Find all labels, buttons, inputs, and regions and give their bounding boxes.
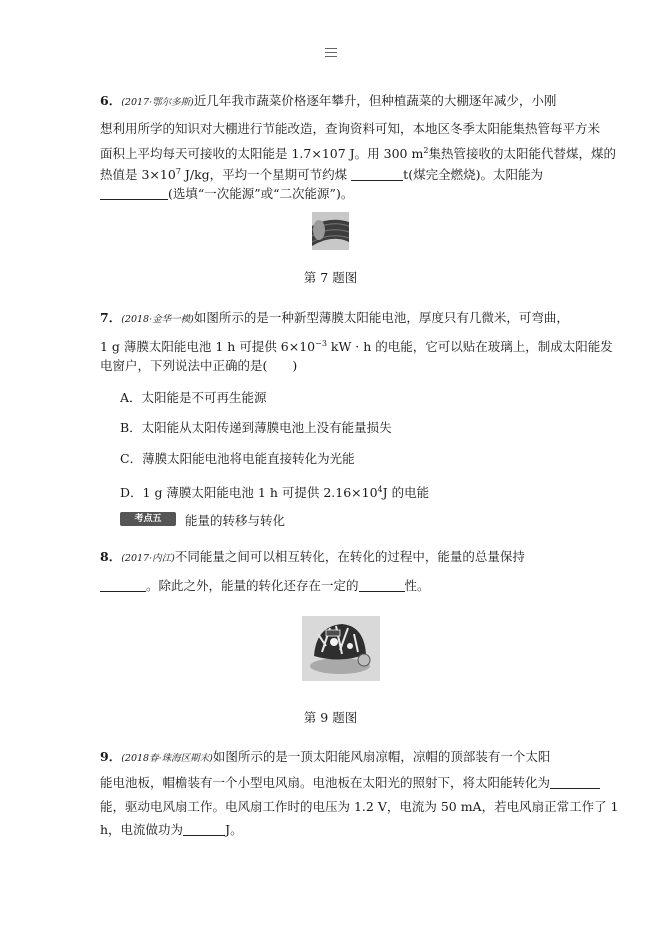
q9-line-2 — [100, 775, 600, 791]
top-decoration — [325, 48, 337, 60]
q7-text-1: 如图所示的是一种新型薄膜太阳能电池，厚度只有几微米，可弯曲， — [193, 310, 569, 325]
q6-text-4b: J/kg，平均一个星期可节约煤 — [180, 167, 348, 183]
q6-text-3a: 面积上平均每天可接收的太阳能是 1.7×107 J。用 300 m — [100, 146, 424, 162]
q6-line-3 — [100, 143, 616, 162]
figure-9-solar-fan-hat-photo — [302, 616, 380, 681]
q6-source: (2017·鄂尔多斯) — [121, 97, 194, 108]
q7-option-d[interactable] — [120, 482, 429, 501]
figure-9-caption: 第 9 题图 — [303, 710, 358, 725]
q6-sup-3: 2 — [423, 146, 429, 155]
kaodian-title: 能量的转移与转化 — [185, 513, 286, 528]
q6-text-1: 近几年我市蔬菜价格逐年攀升，但种植蔬菜的大棚逐年减少，小刚 — [193, 93, 557, 108]
q6-line-4 — [100, 164, 543, 183]
q8-text-2a: 。除此之外，能量的转化还存在一定的 — [146, 578, 359, 593]
q8-text-1: 不同能量之间可以相互转化，在转化的过程中，能量的总量保持 — [174, 549, 525, 564]
q7-option-a[interactable]: A．太阳能是不可再生能源 — [120, 390, 267, 405]
q7-line-1 — [100, 310, 569, 328]
q7-option-c[interactable]: C．薄膜太阳能电池将电能直接转化为光能 — [120, 451, 355, 466]
q9-answer-blank-2[interactable] — [183, 823, 225, 836]
q7-text-2b: kW · h 的电能，它可以贴在玻璃上，制成太阳能发 — [326, 339, 613, 355]
q9-text-4a: h，电流做功为 — [100, 822, 184, 837]
q8-answer-blank-1[interactable] — [100, 579, 146, 592]
q6-line-1 — [100, 93, 556, 111]
q7-source: (2018·金华一模) — [121, 314, 194, 325]
q7-option-d-text-a: D．1 g 薄膜太阳能电池 1 h 可提供 2.16×10 — [120, 485, 378, 501]
q6-sup-4: 7 — [175, 167, 181, 176]
q7-line-2 — [100, 336, 613, 355]
q9-line-3: 能，驱动电风扇工作。电风扇工作时的电压为 1.2 V，电流为 50 mA，若电风扇正常工作了 1 — [100, 799, 619, 814]
q9-source: (2018春·珠海区期末) — [121, 753, 213, 764]
q8-line-1 — [100, 549, 525, 567]
q6-text-4a: 热值是 3×10 — [100, 167, 176, 183]
q7-line-3: 电窗户，下列说法中正确的是( ) — [100, 358, 298, 373]
q7-number: 7． — [100, 310, 122, 325]
kaodian-badge: 考点五 — [120, 512, 176, 526]
q9-text-1: 如图所示的是一顶太阳能风扇凉帽，凉帽的顶部装有一个太阳 — [212, 749, 551, 764]
q9-line-1 — [100, 749, 550, 767]
figure-7-solar-film-photo — [312, 212, 349, 250]
q6-text-5: (选填“一次能源”或“二次能源”)。 — [168, 186, 354, 201]
q7-option-b[interactable]: B．太阳能从太阳传递到薄膜电池上没有能量损失 — [120, 420, 392, 435]
q8-text-2b: 性。 — [404, 578, 430, 593]
q8-answer-blank-2[interactable] — [359, 579, 405, 592]
q6-line-2: 想利用所学的知识对大棚进行节能改造，查询资料可知，本地区冬季太阳能集热管每平方米 — [100, 121, 601, 136]
q6-line-5 — [100, 186, 353, 202]
figure-7-caption: 第 7 题图 — [303, 270, 358, 285]
q9-number: 9． — [100, 749, 122, 764]
q7-sup-2: −3 — [315, 339, 327, 348]
q6-answer-blank-1[interactable] — [351, 168, 403, 181]
q6-answer-blank-2[interactable] — [100, 187, 168, 200]
q9-text-2a: 能电池板，帽檐装有一个小型电风扇。电池板在太阳光的照射下，将太阳能转化为 — [100, 775, 551, 790]
q9-text-4b: J。 — [225, 822, 243, 837]
q8-line-2 — [100, 578, 430, 594]
q6-text-4c: t(煤完全燃烧)。太阳能为 — [403, 167, 543, 183]
q7-option-d-text-b: J 的电能 — [382, 485, 430, 501]
q6-number: 6． — [100, 93, 122, 108]
q8-number: 8． — [100, 549, 122, 564]
q8-source: (2017·内江) — [121, 553, 175, 564]
q6-text-3b: 集热管接收的太阳能代替煤，煤的 — [428, 146, 616, 162]
q7-text-2a: 1 g 薄膜太阳能电池 1 h 可提供 6×10 — [100, 339, 316, 355]
q7-option-d-sup: 4 — [377, 485, 383, 494]
q9-answer-blank-1[interactable] — [550, 776, 600, 789]
q9-line-4 — [100, 822, 243, 838]
